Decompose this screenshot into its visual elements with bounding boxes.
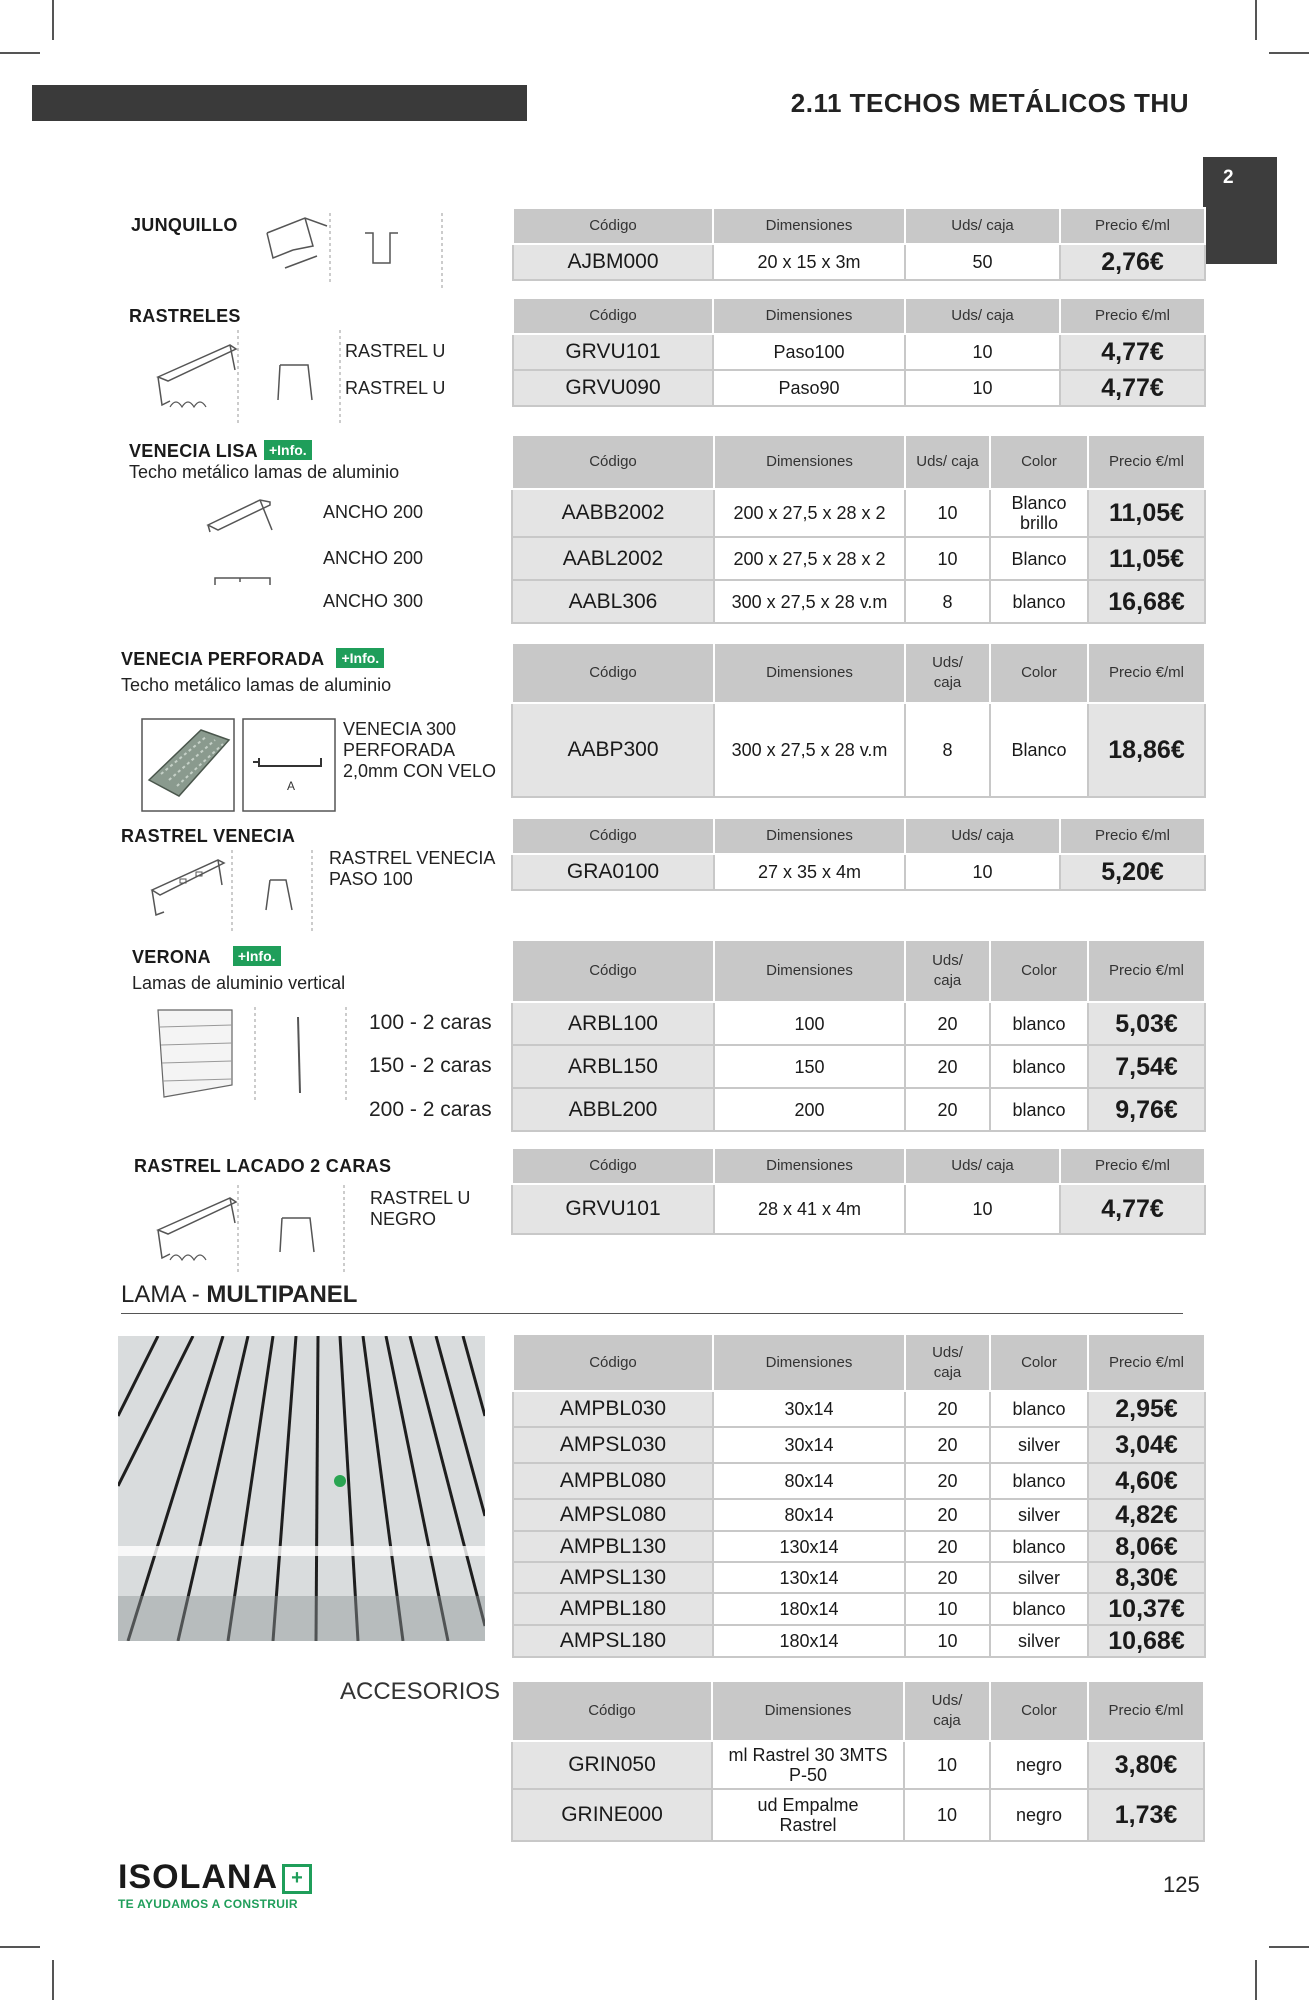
header-line: Uds/ (931, 1692, 963, 1709)
dimensions: 80x14 (713, 1499, 905, 1531)
venecia-lisa-heading (129, 440, 312, 462)
table-row (513, 334, 1205, 370)
units-per-box: 10 (905, 1593, 990, 1625)
item-line: PERFORADA (343, 740, 456, 760)
price: 4,60€ (1088, 1463, 1205, 1499)
venecia-lisa-item: ANCHO 200 (323, 502, 424, 522)
rastrel-venecia-item (329, 848, 495, 890)
color: Blanco (990, 537, 1088, 580)
price: 4,77€ (1060, 334, 1205, 370)
dimensions: 200 (714, 1088, 905, 1131)
units-per-box: 10 (904, 1789, 990, 1841)
venecia-lisa-subtitle: Techo metálico lamas de aluminio (129, 462, 400, 482)
units-per-box: 10 (904, 1741, 990, 1789)
col-header-price: Precio €/ml (1088, 940, 1205, 1002)
dimensions: 20 x 15 x 3m (713, 244, 905, 280)
dimensions: 150 (714, 1045, 905, 1088)
price: 1,73€ (1088, 1789, 1204, 1841)
units-per-box: 10 (905, 370, 1060, 406)
units-per-box: 20 (905, 1463, 990, 1499)
table-row (512, 537, 1205, 580)
venecia-perforada-diagram (141, 718, 337, 813)
header-line: caja (933, 674, 962, 691)
color: blanco (990, 1002, 1088, 1045)
color-cell (990, 489, 1088, 537)
color: blanco (990, 580, 1088, 623)
col-header-uds: Uds/ caja (905, 818, 1060, 854)
col-header-price: Precio €/ml (1060, 208, 1205, 244)
color: blanco (990, 1045, 1088, 1088)
units-per-box: 10 (905, 489, 990, 537)
accesorios-table (511, 1680, 1205, 1842)
venecia-lisa-item: ANCHO 200 (323, 548, 424, 568)
header-line: Uds/ (932, 952, 963, 969)
product-code: AABL306 (512, 580, 714, 623)
price: 3,04€ (1088, 1427, 1205, 1463)
units-per-box: 20 (905, 1562, 990, 1593)
col-header-uds (905, 643, 990, 703)
col-header-dims: Dimensiones (713, 1334, 905, 1391)
dimensions: 200 x 27,5 x 28 x 2 (714, 537, 905, 580)
price: 5,03€ (1088, 1002, 1205, 1045)
price: 18,86€ (1088, 703, 1205, 797)
product-code: ARBL100 (512, 1002, 714, 1045)
col-header-code: Código (512, 818, 714, 854)
product-code: GRA0100 (512, 854, 714, 890)
product-code: GRVU090 (513, 370, 713, 406)
units-per-box: 20 (905, 1531, 990, 1562)
table-row (512, 1088, 1205, 1131)
table-row (512, 1045, 1205, 1088)
crop-mark (52, 0, 54, 40)
color: silver (990, 1625, 1088, 1657)
info-button[interactable]: +Info. (336, 648, 384, 668)
venecia-perforada-heading (121, 648, 384, 670)
multipanel-photo (118, 1336, 485, 1641)
units-per-box: 10 (905, 334, 1060, 370)
color-line: Blanco (1011, 493, 1067, 513)
rastreles-label: RASTRELES (129, 306, 241, 326)
rastrel-venecia-table (511, 817, 1206, 891)
units-per-box: 20 (905, 1427, 990, 1463)
item-line: RASTREL VENECIA (329, 848, 496, 868)
title-bold: MULTIPANEL (206, 1281, 358, 1308)
col-header-color: Color (990, 1334, 1088, 1391)
table-row (512, 1184, 1205, 1234)
col-header-color: Color (990, 940, 1088, 1002)
units-per-box: 20 (905, 1002, 990, 1045)
col-header-color: Color (990, 643, 1088, 703)
rastrel-lacado-label: RASTREL LACADO 2 CARAS (134, 1156, 392, 1176)
rastreles-item: RASTREL U (345, 341, 446, 361)
dimensions: 300 x 27,5 x 28 v.m (714, 703, 905, 797)
price: 16,68€ (1088, 580, 1205, 623)
price: 5,20€ (1060, 854, 1205, 890)
item-line: NEGRO (370, 1209, 437, 1229)
dimensions: 130x14 (713, 1531, 905, 1562)
col-header-uds: Uds/ caja (905, 1148, 1060, 1184)
col-header-code: Código (512, 940, 714, 1002)
color-line: brillo (1019, 513, 1058, 533)
color: Blanco (990, 703, 1088, 797)
verona-item: 150 - 2 caras (369, 1054, 492, 1077)
verona-label: VERONA (132, 947, 211, 967)
col-header-uds (905, 940, 990, 1002)
dimensions: 130x14 (713, 1562, 905, 1593)
color: blanco (990, 1463, 1088, 1499)
venecia-perforada-item (343, 719, 496, 782)
dimensions: 200 x 27,5 x 28 x 2 (714, 489, 905, 537)
verona-table (511, 939, 1206, 1132)
col-header-code: Código (513, 208, 713, 244)
col-header-code: Código (513, 298, 713, 334)
item-line: RASTREL U (370, 1188, 471, 1208)
multipanel-table (512, 1333, 1206, 1658)
dimensions: 180x14 (713, 1593, 905, 1625)
color: silver (990, 1499, 1088, 1531)
col-header-uds: Uds/ caja (905, 435, 990, 489)
dimensions: 180x14 (713, 1625, 905, 1657)
product-code: GRVU101 (512, 1184, 714, 1234)
divider (121, 1313, 1183, 1314)
col-header-price: Precio €/ml (1088, 1681, 1204, 1741)
crop-mark (52, 1960, 54, 2000)
table-row (512, 1789, 1204, 1841)
price: 4,77€ (1060, 370, 1205, 406)
price: 7,54€ (1088, 1045, 1205, 1088)
price: 4,77€ (1060, 1184, 1205, 1234)
units-per-box: 10 (905, 537, 990, 580)
logo-plus-icon: + (282, 1864, 312, 1894)
table-row (512, 854, 1205, 890)
table-row (513, 1463, 1205, 1499)
price: 9,76€ (1088, 1088, 1205, 1131)
rastrel-lacado-table (511, 1147, 1206, 1235)
units-per-box: 10 (905, 1625, 990, 1657)
dimensions-cell (712, 1741, 904, 1789)
col-header-dims: Dimensiones (714, 643, 905, 703)
header-bar (32, 85, 527, 121)
header-line: Uds/ (932, 654, 963, 671)
rastrel-venecia-label: RASTREL VENECIA (121, 826, 296, 846)
col-header-code: Código (512, 643, 714, 703)
product-code: AABP300 (512, 703, 714, 797)
venecia-perforada-table (511, 642, 1206, 798)
product-code: AABL2002 (512, 537, 714, 580)
item-line: 2,0mm CON VELO (343, 761, 497, 781)
junquillo-table (512, 207, 1206, 281)
page-number: 125 (1163, 1872, 1200, 1897)
dimensions: 80x14 (713, 1463, 905, 1499)
product-code: AMPBL030 (513, 1391, 713, 1427)
col-header-price: Precio €/ml (1088, 643, 1205, 703)
col-header-dims: Dimensiones (714, 940, 905, 1002)
price: 8,30€ (1088, 1562, 1205, 1593)
venecia-perforada-subtitle: Techo metálico lamas de aluminio (121, 675, 392, 695)
product-code: AMPBL080 (513, 1463, 713, 1499)
header-line: caja (933, 972, 962, 989)
color: silver (990, 1427, 1088, 1463)
dims-line: P-50 (788, 1765, 828, 1785)
dimensions: 300 x 27,5 x 28 v.m (714, 580, 905, 623)
dims-line: Rastrel (779, 1815, 837, 1835)
product-code: AMPBL180 (513, 1593, 713, 1625)
col-header-uds: Uds/ caja (905, 208, 1060, 244)
units-per-box: 20 (905, 1499, 990, 1531)
dimensions-cell (712, 1789, 904, 1841)
dims-line: ml Rastrel 30 3MTS (728, 1745, 888, 1765)
venecia-lisa-label: VENECIA LISA (129, 441, 258, 461)
multipanel-title (121, 1281, 357, 1309)
product-code: AABB2002 (512, 489, 714, 537)
rastreles-table (512, 297, 1206, 407)
ceiling-photo-illustration (118, 1336, 485, 1641)
dimensions: Paso100 (713, 334, 905, 370)
table-row (512, 703, 1205, 797)
product-code: GRINE000 (512, 1789, 712, 1841)
units-per-box: 8 (905, 580, 990, 623)
col-header-color: Color (990, 435, 1088, 489)
table-row (512, 1002, 1205, 1045)
col-header-uds: Uds/ caja (905, 298, 1060, 334)
col-header-price: Precio €/ml (1060, 298, 1205, 334)
table-row (513, 1531, 1205, 1562)
rastrel-venecia-diagram (140, 845, 320, 935)
crop-mark (1255, 0, 1257, 40)
product-code: AMPBL130 (513, 1531, 713, 1562)
dimensions: 30x14 (713, 1427, 905, 1463)
info-button[interactable]: +Info. (233, 946, 281, 966)
price: 8,06€ (1088, 1531, 1205, 1562)
item-line: PASO 100 (329, 869, 413, 889)
col-header-price: Precio €/ml (1088, 1334, 1205, 1391)
price: 10,37€ (1088, 1593, 1205, 1625)
col-header-uds (904, 1681, 990, 1741)
dimensions: 28 x 41 x 4m (714, 1184, 905, 1234)
isolana-logo (118, 1858, 312, 1911)
units-per-box: 10 (905, 1184, 1060, 1234)
item-line: VENECIA 300 (343, 719, 457, 739)
product-code: GRIN050 (512, 1741, 712, 1789)
junquillo-diagram (255, 208, 455, 290)
units-per-box: 50 (905, 244, 1060, 280)
color: negro (990, 1741, 1088, 1789)
dimensions: 27 x 35 x 4m (714, 854, 905, 890)
venecia-lisa-item: ANCHO 300 (323, 591, 424, 611)
product-code: ABBL200 (512, 1088, 714, 1131)
svg-text:A: A (286, 779, 296, 793)
col-header-price: Precio €/ml (1088, 435, 1205, 489)
verona-item: 100 - 2 caras (369, 1011, 492, 1034)
table-row (513, 1593, 1205, 1625)
crop-mark (1269, 1946, 1309, 1948)
dimensions: 100 (714, 1002, 905, 1045)
table-row (512, 580, 1205, 623)
units-per-box: 8 (905, 703, 990, 797)
product-code: AMPSL180 (513, 1625, 713, 1657)
color: blanco (990, 1391, 1088, 1427)
rastrel-lacado-diagram (140, 1180, 350, 1275)
crop-mark (1269, 52, 1309, 54)
table-row (513, 1562, 1205, 1593)
price: 10,68€ (1088, 1625, 1205, 1657)
table-row (513, 244, 1205, 280)
price: 11,05€ (1088, 489, 1205, 537)
rastrel-u-diagram (140, 325, 350, 425)
product-code: GRVU101 (513, 334, 713, 370)
product-code: AMPSL130 (513, 1562, 713, 1593)
col-header-dims: Dimensiones (714, 435, 905, 489)
table-row (512, 489, 1205, 537)
product-code: AMPSL080 (513, 1499, 713, 1531)
col-header-code: Código (513, 1334, 713, 1391)
venecia-perforada-label: VENECIA PERFORADA (121, 649, 325, 669)
table-row (513, 1625, 1205, 1657)
price: 2,95€ (1088, 1391, 1205, 1427)
color: blanco (990, 1531, 1088, 1562)
product-code: AMPSL030 (513, 1427, 713, 1463)
units-per-box: 10 (905, 854, 1060, 890)
col-header-code: Código (512, 1148, 714, 1184)
units-per-box: 20 (905, 1045, 990, 1088)
table-row (513, 1427, 1205, 1463)
header-line: caja (933, 1363, 962, 1381)
header-line: Uds/ (932, 1343, 963, 1361)
col-header-dims: Dimensiones (713, 298, 905, 334)
chapter-tab: 2 (1203, 157, 1277, 264)
col-header-uds (905, 1334, 990, 1391)
units-per-box: 20 (905, 1391, 990, 1427)
color: negro (990, 1789, 1088, 1841)
units-per-box: 20 (905, 1088, 990, 1131)
verona-heading (132, 946, 281, 968)
logo-tagline: TE AYUDAMOS A CONSTRUIR (118, 1897, 298, 1911)
rastrel-lacado-item (370, 1188, 470, 1230)
product-code: ARBL150 (512, 1045, 714, 1088)
rastreles-item: RASTREL U (345, 378, 446, 398)
col-header-code: Código (512, 1681, 712, 1741)
col-header-code: Código (512, 435, 714, 489)
price: 4,82€ (1088, 1499, 1205, 1531)
venecia-lisa-diagram (200, 490, 310, 600)
crop-mark (0, 52, 40, 54)
col-header-dims: Dimensiones (712, 1681, 904, 1741)
table-row (513, 1391, 1205, 1427)
info-button[interactable]: +Info. (264, 440, 312, 460)
verona-subtitle: Lamas de aluminio vertical (132, 973, 346, 993)
dimensions: 30x14 (713, 1391, 905, 1427)
color: blanco (990, 1088, 1088, 1131)
dimensions: Paso90 (713, 370, 905, 406)
table-row (512, 1741, 1204, 1789)
verona-diagram (150, 1005, 350, 1105)
col-header-color: Color (990, 1681, 1088, 1741)
col-header-dims: Dimensiones (714, 818, 905, 854)
venecia-lisa-table (511, 434, 1206, 624)
table-row (513, 370, 1205, 406)
logo-wordmark: ISOLANA (118, 1858, 278, 1896)
col-header-dims: Dimensiones (713, 208, 905, 244)
price: 11,05€ (1088, 537, 1205, 580)
crop-mark (0, 1946, 40, 1948)
price: 2,76€ (1060, 244, 1205, 280)
crop-mark (1255, 1960, 1257, 2000)
col-header-price: Precio €/ml (1060, 818, 1205, 854)
title-prefix: LAMA - (121, 1281, 207, 1308)
color: silver (990, 1562, 1088, 1593)
junquillo-label: JUNQUILLO (131, 215, 238, 235)
page-title: 2.11 TECHOS METÁLICOS THU (790, 88, 1189, 118)
color: blanco (990, 1593, 1088, 1625)
accesorios-label: ACCESORIOS (340, 1678, 501, 1705)
dims-line: ud Empalme (757, 1795, 859, 1815)
header-line: caja (933, 1712, 961, 1729)
col-header-price: Precio €/ml (1060, 1148, 1205, 1184)
col-header-dims: Dimensiones (714, 1148, 905, 1184)
price: 3,80€ (1088, 1741, 1204, 1789)
table-row (513, 1499, 1205, 1531)
verona-item: 200 - 2 caras (369, 1098, 492, 1121)
product-code: AJBM000 (513, 244, 713, 280)
